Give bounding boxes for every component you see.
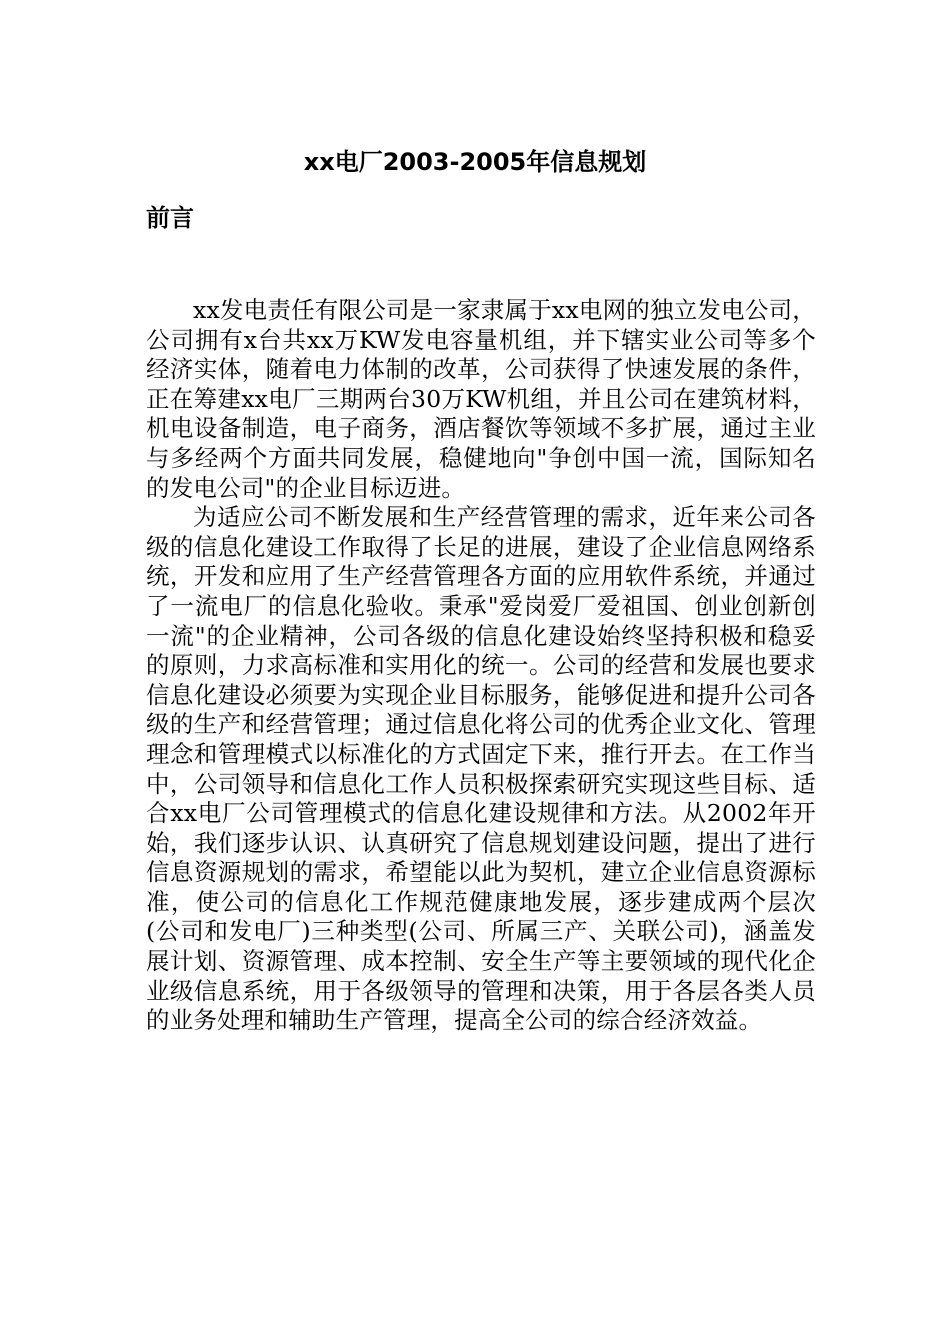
paragraph-informatization: 为适应公司不断发展和生产经营管理的需求，近年来公司各级的信息化建设工作取得了长足的进展，建设了企业信息网络系统，开发和应用了生产经营管理各方面的应用软件系统，并通过了一流电厂的信息化验收。秉承"爱岗爱厂爱祖国、创业创新创一流"的企业精神，公司各级的信息化建设始终坚持积极和稳妥的原则，力求高标准和实用化的统一。公司的经营和发展也要求信息化建设必须要为实现企业目标服务，能够促进和提升公司各级的生产和经营管理；通过信息化将公司的优秀企业文化、管理理念和管理模式以标准化的方式固定下来，推行开去。在工作当中，公司领导和信息化工作人员积极探索研究实现这些目标、适合xx电厂公司管理模式的信息化建设规律和方法。从2002年开始，我们逐步认识、认真研究了信息规划建设问题，提出了进行信息资源规划的需求，希望能以此为契机，建立企业信息资源标准，使公司的信息化工作规范健康地发展，逐步建成两个层次(公司和发电厂)三种类型(公司、所属三产、关联公司)，涵盖发展计划、资源管理、成本控制、安全生产等主要领域的现代化企业级信息系统，用于各级领导的管理和决策，用于各层各类人员的业务处理和辅助生产管理，提高全公司的综合经济效益。 bbox=[146, 503, 816, 1035]
section-heading-preface: 前言 bbox=[146, 204, 194, 232]
document-body bbox=[146, 296, 816, 1036]
paragraph-company-intro: xx发电责任有限公司是一家隶属于xx电网的独立发电公司，公司拥有x台共xx万KW发电容量机组，并下辖实业公司等多个经济实体，随着电力体制的改革，公司获得了快速发展的条件，正在筹建xx电厂三期两台30万KW机组，并且公司在建筑材料，机电设备制造，电子商务，酒店餐饮等领域不多扩展，通过主业与多经两个方面共同发展，稳健地向"争创中国一流，国际知名的发电公司"的企业目标迈进。 bbox=[146, 296, 816, 502]
document-title: xx电厂2003-2005年信息规划 bbox=[303, 148, 647, 176]
